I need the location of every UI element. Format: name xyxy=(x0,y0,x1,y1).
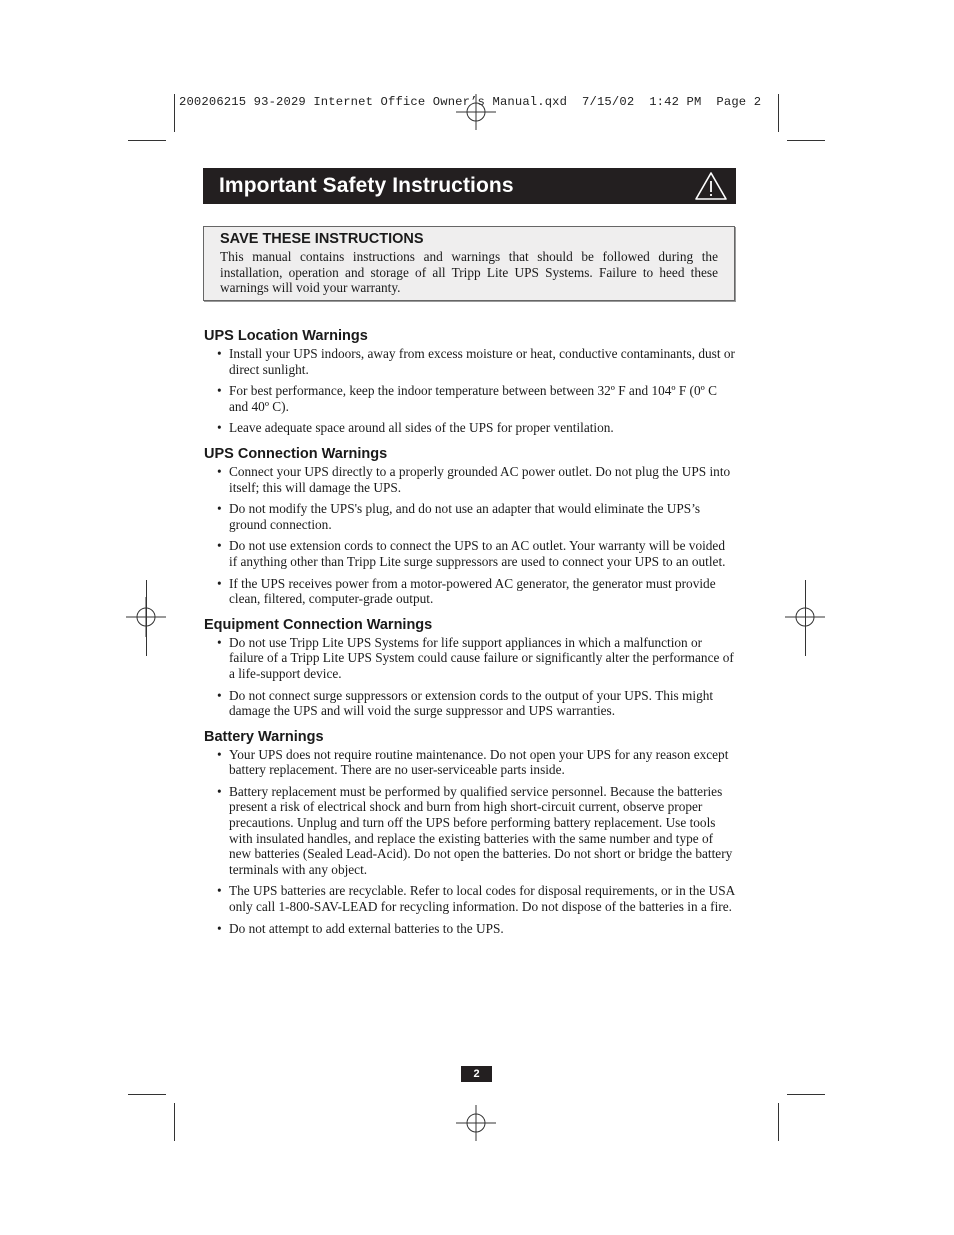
section-battery xyxy=(204,728,736,937)
list-item: • Leave adequate space around all sides of the UPS for proper ventilation. xyxy=(204,420,736,436)
crop-mark xyxy=(128,1094,166,1095)
bullet-list xyxy=(204,464,736,607)
crop-mark xyxy=(805,580,806,656)
list-item: • Do not use extension cords to connect the UPS to an AC outlet. Your warranty will be voided if anything other than Tripp Lite surge suppressors are used to connect your UPS to an outlet. xyxy=(204,538,736,569)
list-item: • If the UPS receives power from a motor-powered AC generator, the generator must provide clean, filtered, computer-grade output. xyxy=(204,576,736,607)
section-ups-location xyxy=(204,327,736,436)
crop-mark xyxy=(146,580,147,656)
list-item: • Install your UPS indoors, away from excess moisture or heat, conductive contaminants, dust or direct sunlight. xyxy=(204,346,736,377)
crop-mark xyxy=(174,94,175,132)
registration-crosshair-icon xyxy=(456,92,496,132)
bullet-list xyxy=(204,747,736,937)
list-item: • Do not connect surge suppressors or extension cords to the output of your UPS. This might damage the UPS and will void the surge suppressor and UPS warranties. xyxy=(204,688,736,719)
warning-triangle-icon xyxy=(694,171,728,201)
section-heading: Battery Warnings xyxy=(204,728,324,745)
crop-mark xyxy=(787,1094,825,1095)
list-item: • The UPS batteries are recyclable. Refer to local codes for disposal requirements, or in the USA only call 1-800-SAV-LEAD for recycling information. Do not dispose of the batteries in a fire. xyxy=(204,883,736,914)
save-instructions-heading: SAVE THESE INSTRUCTIONS xyxy=(220,231,424,247)
section-heading: UPS Location Warnings xyxy=(204,328,368,344)
section-heading: Equipment Connection Warnings xyxy=(204,616,433,633)
list-item: • Do not use Tripp Lite UPS Systems for life support appliances in which a malfunction or failure of a Tripp Lite UPS System could cause failure or significantly alter the performance of a life-support device. xyxy=(204,635,736,682)
save-instructions-box xyxy=(203,226,735,301)
list-item: • Your UPS does not require routine maintenance. Do not open your UPS for any reason except battery replacement. There are no user-serviceable parts inside. xyxy=(204,747,736,778)
crop-mark xyxy=(787,140,825,141)
bullet-list xyxy=(204,346,736,436)
bullet-list xyxy=(204,635,736,719)
section-heading: UPS Connection Warnings xyxy=(204,445,388,462)
section-ups-connection xyxy=(204,445,736,607)
section-title-bar xyxy=(203,168,736,204)
list-item: • Do not attempt to add external batteries to the UPS. xyxy=(204,921,736,937)
page-number: 2 xyxy=(461,1066,492,1082)
registration-crosshair-icon xyxy=(456,1103,496,1143)
crop-mark xyxy=(778,94,779,132)
print-slug-line: 200206215 93-2029 Internet Office Owner’s Manual.qxd 7/15/02 1:42 PM Page 2 xyxy=(179,95,762,109)
list-item: • Battery replacement must be performed by qualified service personnel. Because the batteries present a risk of electrical shock and burn from high short-circuit current, observe proper precautions. Unplug and turn off the UPS before performing battery replacement. Use tools with insulated handles, and replace the existing batteries with the same number and type of new batteries (Sealed Lead-Acid). Do not open the batteries. Do not short or bridge the battery terminals with any object. xyxy=(204,784,736,878)
save-instructions-body: This manual contains instructions and warnings that should be followed during the installation, operation and storage of all Tripp Lite UPS Systems. Failure to heed these warnings will void your warranty. xyxy=(220,249,718,296)
warnings-content xyxy=(204,327,736,945)
list-item: • Connect your UPS directly to a properly grounded AC power outlet. Do not plug the UPS into itself; this will damage the UPS. xyxy=(204,464,736,495)
section-equipment-connection xyxy=(204,616,736,719)
crop-mark xyxy=(778,1103,779,1141)
page-title: Important Safety Instructions xyxy=(219,174,514,197)
crop-mark xyxy=(174,1103,175,1141)
list-item: • For best performance, keep the indoor temperature between between 32º F and 104º F (0º C and 40º C). xyxy=(204,383,736,414)
list-item: • Do not modify the UPS's plug, and do not use an adapter that would eliminate the UPS’s ground connection. xyxy=(204,501,736,532)
crop-mark xyxy=(128,140,166,141)
